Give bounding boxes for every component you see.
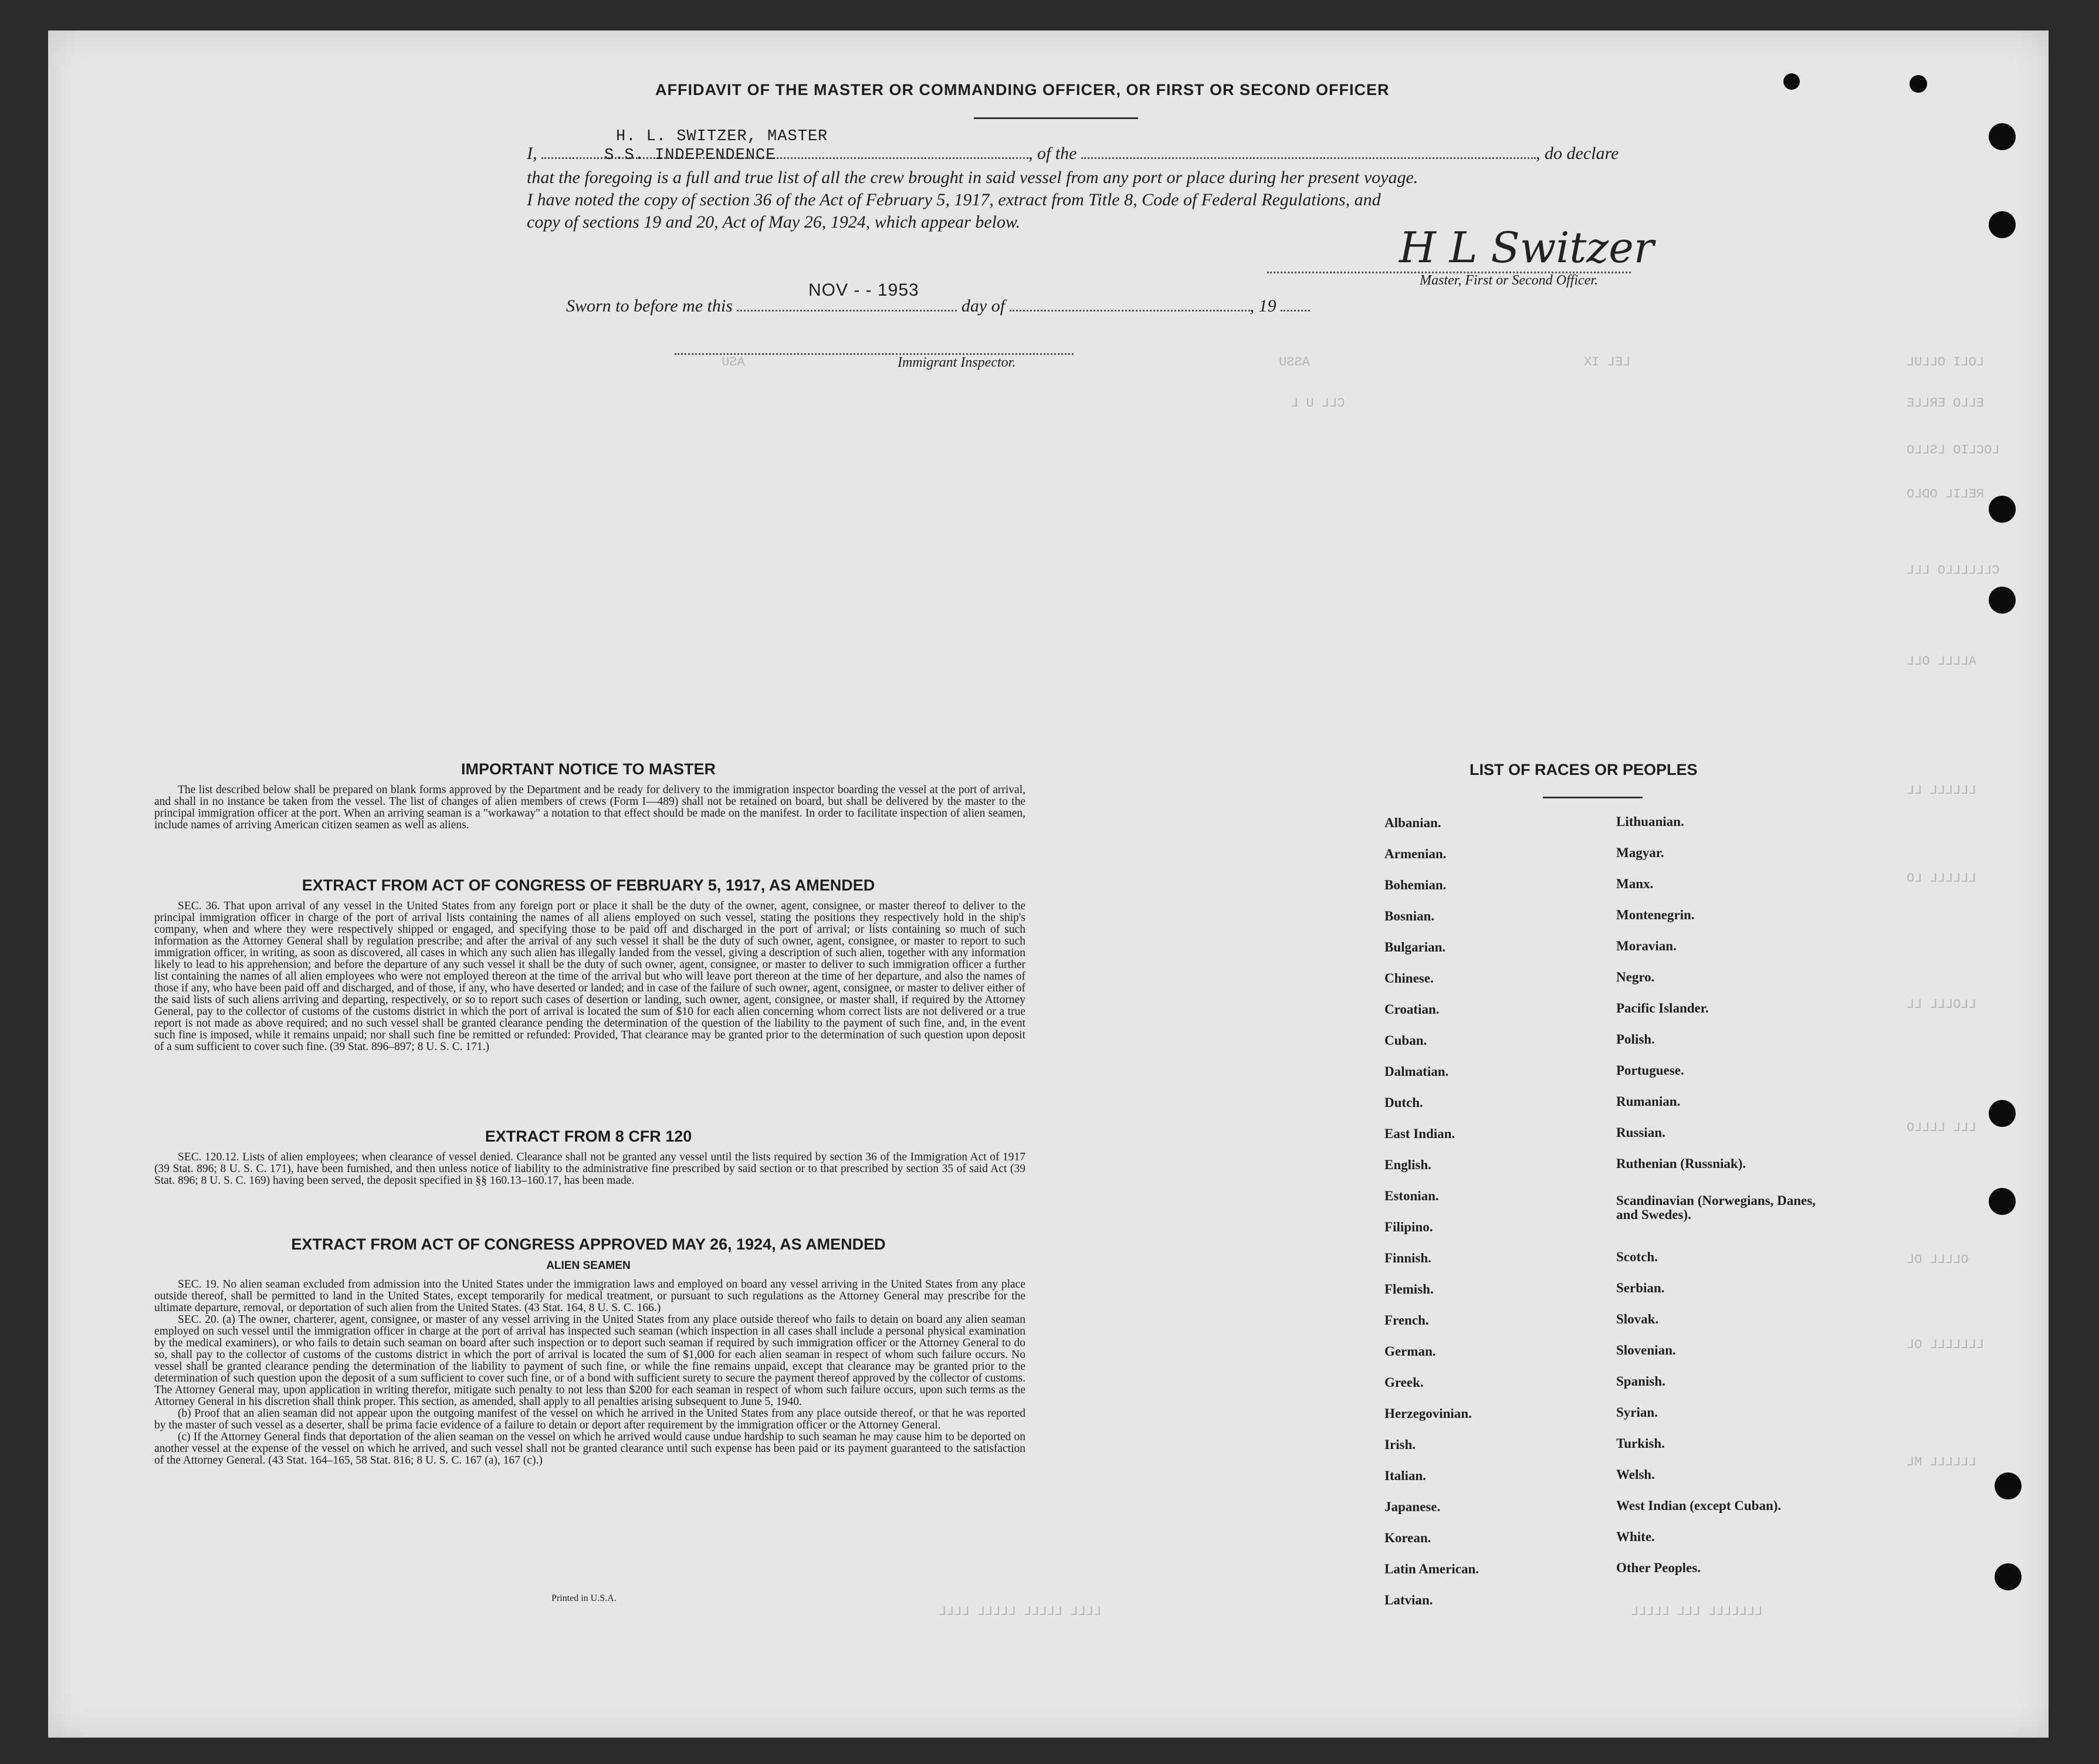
race-item: Welsh. xyxy=(1616,1467,1655,1482)
race-item: Pacific Islander. xyxy=(1616,1001,1709,1015)
race-item: Montenegrin. xyxy=(1616,908,1695,922)
race-item: Rumanian. xyxy=(1616,1094,1681,1109)
race-item: Syrian. xyxy=(1616,1405,1658,1420)
race-item: Magyar. xyxy=(1616,845,1664,860)
race-item: Chinese. xyxy=(1384,971,1434,986)
race-item: Spanish. xyxy=(1616,1374,1665,1389)
punch-hole xyxy=(1989,1188,2016,1215)
extract2-title: EXTRACT FROM 8 CFR 120 xyxy=(485,1128,692,1145)
race-item: French. xyxy=(1384,1313,1429,1328)
inspector-caption: Immigrant Inspector. xyxy=(898,355,1016,370)
race-item: Russian. xyxy=(1616,1125,1665,1140)
race-item: Portuguese. xyxy=(1616,1063,1684,1078)
race-item: Scandinavian (Norwegians, Danes, and Swedes). xyxy=(1616,1193,1816,1222)
extract3-sec20c: (c) If the Attorney General finds that deportation of the alien seaman on the vessel on which he arrived would cause undue hardship to such seaman he may cause him to be deported on another vessel at the expense of the vessel on which he arrived, and such vessel shall not be granted clearance until such expense has been paid or its payment guaranteed to the satisfaction of the Attorney General. (43 Stat. 164–165, 58 Stat. 816; 8 U. S. C. 167 (a), 167 (c).) xyxy=(154,1431,1025,1467)
notice-title: IMPORTANT NOTICE TO MASTER xyxy=(461,760,716,778)
race-item: Bohemian. xyxy=(1384,878,1447,892)
race-item: Dalmatian. xyxy=(1384,1064,1449,1079)
race-item: Italian. xyxy=(1384,1468,1426,1483)
race-item: English. xyxy=(1384,1157,1431,1172)
affidavit-title: AFFIDAVIT OF THE MASTER OR COMMANDING OFFICER, OR FIRST OR SECOND OFFICER xyxy=(655,81,1390,99)
race-item: Turkish. xyxy=(1616,1436,1665,1451)
punch-hole xyxy=(1989,211,2016,238)
extract1-title: EXTRACT FROM ACT OF CONGRESS OF FEBRUARY 5, 1917, AS AMENDED xyxy=(302,876,875,894)
race-item: Armenian. xyxy=(1384,847,1447,861)
punch-hole xyxy=(1910,75,1927,93)
declaration-line-4: copy of sections 19 and 20, Act of May 26, 1924, which appear below. xyxy=(527,212,1021,232)
race-item: Dutch. xyxy=(1384,1095,1423,1110)
extract3-title: EXTRACT FROM ACT OF CONGRESS APPROVED MAY 26, 1924, AS AMENDED xyxy=(291,1235,886,1253)
line1-prefix: I, xyxy=(527,144,537,163)
sworn-mid: day of xyxy=(961,296,1006,316)
race-item: Finnish. xyxy=(1384,1251,1431,1265)
race-item: Bulgarian. xyxy=(1384,940,1446,954)
race-item: Latvian. xyxy=(1384,1593,1433,1607)
punch-hole xyxy=(1995,1472,2022,1499)
race-item: Scotch. xyxy=(1616,1250,1658,1264)
extract2-text: SEC. 120.12. Lists of alien employees; when clearance of vessel denied. Clearance shall not be granted any vessel until the lists required by section 36 of the Immigration Act of 1917 (39 Stat. 896; 8 U. S. C. 171), have been furnished, and then unless notice of liability to the administrative fine prescribed by said section or to that prescribed by section 35 of said Act (39 Stat. 896; 8 U. S. C. 169) having been served, the deposit specified in §§ 160.13–160.17, has been made. xyxy=(154,1151,1025,1187)
races-title-rule xyxy=(1543,797,1643,798)
race-item: Greek. xyxy=(1384,1375,1424,1390)
declaration-line-3: I have noted the copy of section 36 of the Act of February 5, 1917, extract from Title 8, Code of Federal Regulations, and xyxy=(527,190,1381,209)
line1-mid: , of the xyxy=(1028,144,1077,163)
race-item: Other Peoples. xyxy=(1616,1560,1701,1575)
typed-vessel-name: S.S. INDEPENDENCE xyxy=(604,147,776,164)
sworn-prefix: Sworn to before me this xyxy=(566,296,733,316)
race-item: Estonian. xyxy=(1384,1189,1439,1203)
extract3-sec19: SEC. 19. No alien seaman excluded from admission into the United States under the immigration laws and employed on board any vessel arriving in the United States from any place outside thereof, shall be permitted to land in the United States, except temporarily for medical treatment, or pursuant to such regulations as the Attorney General may prescribe for the ultimate departure, removal, or deportation of such alien from the United States. (43 Stat. 164, 8 U. S. C. 166.) xyxy=(154,1278,1025,1314)
race-item: Polish. xyxy=(1616,1032,1655,1047)
race-item: Ruthenian (Russniak). xyxy=(1616,1156,1746,1171)
signature-caption: Master, First or Second Officer. xyxy=(1420,273,1598,288)
punch-hole xyxy=(1783,73,1800,90)
sworn-line xyxy=(566,296,1310,316)
race-item: Flemish. xyxy=(1384,1282,1434,1296)
race-item: White. xyxy=(1616,1529,1655,1544)
race-item: Moravian. xyxy=(1616,939,1677,953)
race-item: Albanian. xyxy=(1384,815,1441,830)
race-item: East Indian. xyxy=(1384,1126,1455,1141)
race-item: Filipino. xyxy=(1384,1220,1433,1234)
race-item: Slovenian. xyxy=(1616,1343,1676,1357)
race-item: Negro. xyxy=(1616,970,1655,984)
race-item: Croatian. xyxy=(1384,1002,1440,1017)
notice-text: The list described below shall be prepared on blank forms approved by the Department and be ready for delivery to the immigration inspector boarding the vessel at the port of arrival, and shall in no instance be taken from the vessel. The list of changes of alien members of crews (Form I—489) shall not be retained on board, but shall be delivered by the master to the principal immigration officer at the port. When an arriving seaman is a "workaway" a notation to that effect should be made on the manifest. In order to facilitate inspection of alien seamen, include names of arriving American citizen seamen as well as aliens. xyxy=(154,784,1025,831)
printed-note: Printed in U.S.A. xyxy=(551,1593,617,1603)
race-item: Lithuanian. xyxy=(1616,814,1684,829)
line1-end: , do declare xyxy=(1536,144,1619,163)
race-item: Irish. xyxy=(1384,1437,1416,1452)
extract3-body xyxy=(154,1279,1025,1467)
sworn-end: , 19 xyxy=(1250,296,1277,316)
race-item: Japanese. xyxy=(1384,1499,1441,1514)
race-item: Cuban. xyxy=(1384,1033,1427,1048)
sworn-date-stamp: NOV - - 1953 xyxy=(808,280,919,300)
punch-hole xyxy=(1995,1563,2022,1590)
race-item: Herzegovinian. xyxy=(1384,1406,1472,1421)
extract3-sec20a: SEC. 20. (a) The owner, charterer, agent, consignee, or master of any vessel arriving in the United States from any place outside thereof who fails to detain on board any alien seaman employed on such vessel until the immigration officer in charge at the port of arrival has inspected such seaman (which inspection in all cases shall include a personal physical examination by the medical examiners), or who fails to detain such seaman on board after such inspection or to deport such seaman if required by such immigration officer or the Attorney General to do so, shall pay to the collector of customs of the customs district in which the port of arrival is located the sum of $1,000 for each alien seaman in respect of whom such failure occurs. No vessel shall be granted clearance pending the determination of the liability to payment of such fine, or while the fine remains unpaid, except that clearance may be granted prior to the determination of such question upon the deposit of a sum sufficient to cover such fine, or of a bond with sufficient surety to secure the payment thereof approved by the collector of customs. The Attorney General may, upon application in writing therefor, mitigate such penalty to not less than $200 for each seaman in respect of whom such failure occurs, upon such terms as the Attorney General in his discretion shall think proper. This section, as amended, shall apply to all penalties arising subsequent to June 5, 1940. xyxy=(154,1313,1025,1408)
races-title: LIST OF RACES OR PEOPLES xyxy=(1470,761,1698,778)
race-item: West Indian (except Cuban). xyxy=(1616,1498,1782,1513)
declaration-line-2: that the foregoing is a full and true list of all the crew brought in said vessel from any port or place during her present voyage. xyxy=(527,168,1418,187)
extract1-text: SEC. 36. That upon arrival of any vessel in the United States from any foreign port or place it shall be the duty of the owner, agent, consignee, or master thereof to deliver to the principal immigration officer in charge of the port of arrival lists containing the names of all aliens employed on such vessel, stating the positions they respectively hold in the ship's company, when and where they were respectively shipped or engaged, and specifying those to be paid off and discharged in the port of arrival; or lists containing so much of such information as the Attorney General shall by regulation prescribe; and after the arrival of any such vessel it shall be the duty of such owner, agent, consignee, or master to report to such immigration officer, in writing, as soon as discovered, all cases in which any such alien has illegally landed from the vessel, giving a description of such alien, together with any information likely to lead to his apprehension; and before the departure of any such vessel it shall be the duty of such owner, agent, consignee, or master to deliver to such immigration officer a further list containing the names of all alien employees who were not employed thereon at the time of the arrival but who will leave port thereon at the time of her departure, and also the names of those if any, who have been paid off and discharged, and of those, if any, who have deserted or landed; and in case of the failure of such owner, agent, consignee, or master to deliver either of the said lists of such aliens arriving and departing, respectively, or so to report such cases of desertion or landing, such owner, agent, consignee, or master shall, if required by the Attorney General, pay to the collector of customs of the customs district in which the port of arrival is located the sum of $10 for each alien concerning whom correct lists are not delivered or a true report is not made as above required; and no such vessel shall be granted clearance pending the determination of the question of the liability to the payment of such fine, and, in the event such fine is imposed, while it remains unpaid; nor shall such fine be remitted or refunded: Provided, That clearance may be granted prior to the determination of such question upon deposit of a sum sufficient to cover such fine. (39 Stat. 896–897; 8 U. S. C. 171.) xyxy=(154,900,1025,1053)
punch-hole xyxy=(1989,496,2016,523)
master-signature: H L Switzer xyxy=(1399,223,1654,272)
punch-hole xyxy=(1989,587,2016,614)
race-item: Serbian. xyxy=(1616,1281,1665,1295)
race-item: Korean. xyxy=(1384,1531,1431,1545)
extract3-subtitle: ALIEN SEAMEN xyxy=(546,1259,631,1272)
title-rule xyxy=(974,117,1138,119)
race-item: Slovak. xyxy=(1616,1312,1659,1326)
punch-hole xyxy=(1989,1100,2016,1127)
race-item: Manx. xyxy=(1616,876,1654,891)
race-item: German. xyxy=(1384,1344,1436,1359)
punch-hole xyxy=(1989,123,2016,150)
race-item: Latin American. xyxy=(1384,1562,1479,1576)
typed-master-name: H. L. SWITZER, MASTER xyxy=(616,128,828,145)
race-item: Bosnian. xyxy=(1384,909,1435,923)
extract3-sec20b: (b) Proof that an alien seaman did not appear upon the outgoing manifest of the vessel on which he arrived in the United States from any place outside thereof, or that he was reported by the master of such vessel as a deserter, shall be prima facie evidence of a failure to detain or deport after requirement by the immigration officer or the Attorney General. xyxy=(154,1407,1025,1431)
